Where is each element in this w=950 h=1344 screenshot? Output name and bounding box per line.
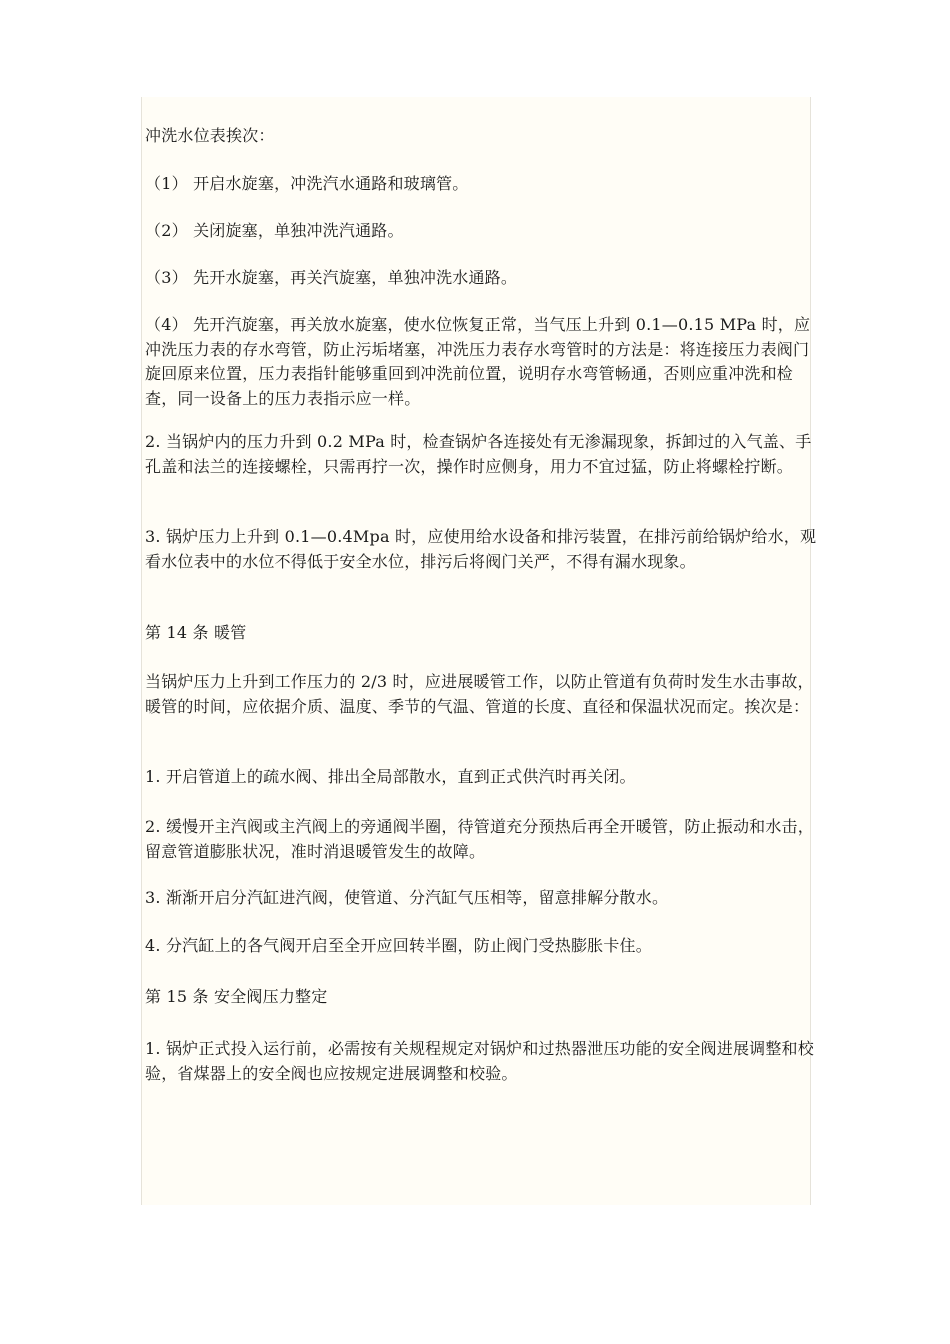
paragraph: （2） 关闭旋塞，单独冲洗汽通路。 [145, 221, 404, 240]
paragraph: （4） 先开汽旋塞，再关放水旋塞，使水位恢复正常，当气压上升到 0.1—0.15 MPa 时，应冲洗压力表的存水弯管，防止污垢堵塞，冲洗压力表存水弯管时的方法是：将连接压力表阀门旋回原来位置，压力表指针能够重回到冲洗前位置，说明存水弯管畅通，否则应重冲洗和检查，同一设备上的压力表指示应一样。 [145, 315, 811, 408]
section-heading: 第 14 条 暖管 [145, 623, 247, 642]
paragraph: （1） 开启水旋塞，冲洗汽水通路和玻璃管。 [145, 174, 469, 193]
paragraph: 3. 锅炉压力上升到 0.1—0.4Mpa 时，应使用给水设备和排污装置，在排污前给锅炉给水，观看水位表中的水位不得低于安全水位，排污后将阀门关严，不得有漏水现象。 [145, 527, 817, 571]
paragraph: 4. 分汽缸上的各气阀开启至全开应回转半圈，防止阀门受热膨胀卡住。 [145, 936, 652, 955]
paragraph: 当锅炉压力上升到工作压力的 2/3 时，应进展暖管工作，以防止管道有负荷时发生水击事故，暖管的时间，应依据介质、温度、季节的气温、管道的长度、直径和保温状况而定。挨次是： [145, 672, 814, 716]
paragraph: 2. 当锅炉内的压力升到 0.2 MPa 时，检查锅炉各连接处有无渗漏现象，拆卸过的入气盖、手孔盖和法兰的连接螺栓，只需再拧一次，操作时应侧身，用力不宜过猛，防止将螺栓拧断。 [145, 432, 812, 476]
section-heading: 第 15 条 安全阀压力整定 [145, 987, 328, 1006]
paragraph: 冲洗水位表挨次： [145, 126, 275, 145]
paragraph: 3. 渐渐开启分汽缸进汽阀，使管道、分汽缸气压相等，留意排解分散水。 [145, 888, 669, 907]
paragraph: （3） 先开水旋塞，再关汽旋塞，单独冲洗水通路。 [145, 268, 518, 287]
paragraph: 1. 开启管道上的疏水阀、排出全局部散水，直到正式供汽时再关闭。 [145, 767, 636, 786]
paragraph: 1. 锅炉正式投入运行前，必需按有关规程规定对锅炉和过热器泄压功能的安全阀进展调整和校验，省煤器上的安全阀也应按规定进展调整和校验。 [145, 1039, 814, 1083]
paragraph: 2. 缓慢开主汽阀或主汽阀上的旁通阀半圈，待管道充分预热后再全开暖管，防止振动和水击，留意管道膨胀状况，准时消退暖管发生的故障。 [145, 817, 814, 861]
